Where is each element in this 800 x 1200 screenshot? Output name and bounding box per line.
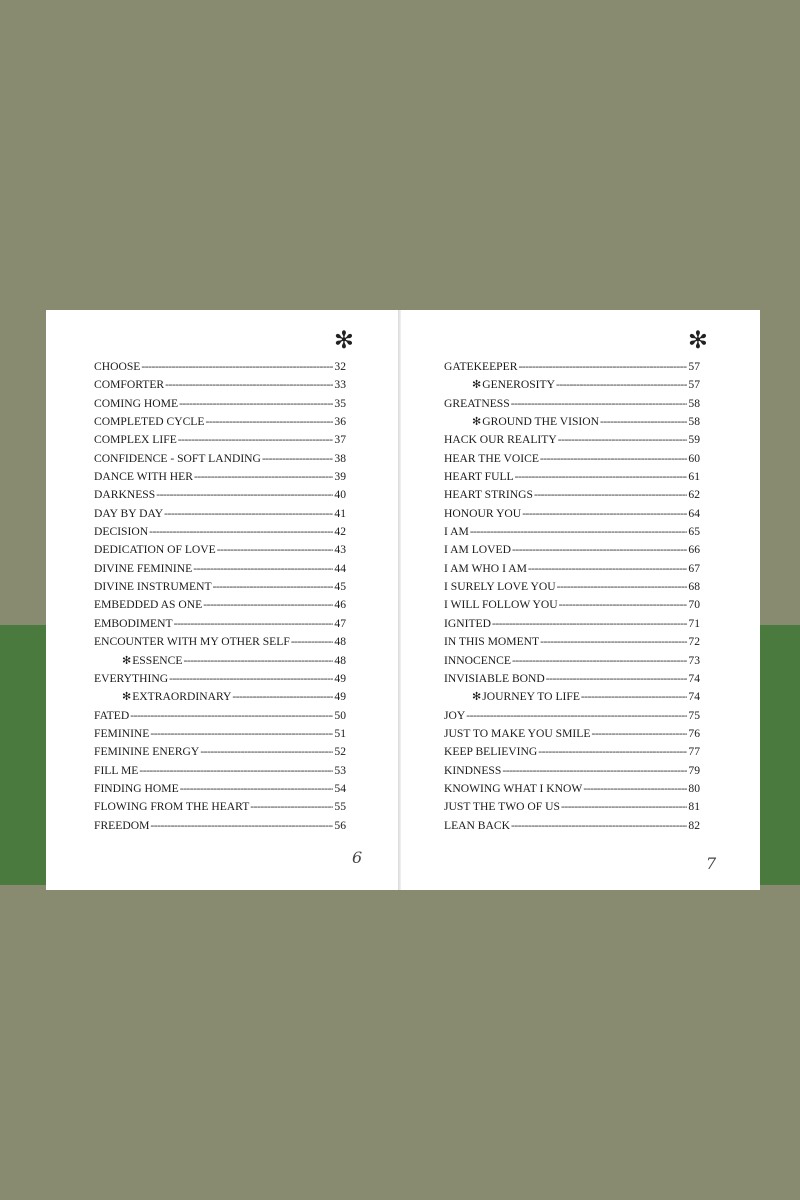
toc-entry: [444, 780, 700, 798]
toc-entry: [444, 468, 700, 486]
asterisk-ornament-icon: ✻: [687, 326, 708, 354]
toc-entry-page-number: 57: [688, 360, 700, 373]
dot-leader: [512, 541, 687, 559]
toc-entry-page-number: 45: [334, 580, 346, 594]
toc-entry: [94, 523, 346, 541]
toc-entry-page-number: 67: [688, 561, 700, 575]
toc-entry-page-number: 54: [334, 781, 346, 795]
asterisk-marker-icon: ✻: [472, 378, 482, 392]
toc-entry-title: HEART FULL: [444, 470, 514, 484]
dot-leader: [156, 486, 333, 504]
toc-entry-page-number: 32: [334, 360, 346, 373]
toc-entry-title: IN THIS MOMENT: [444, 635, 540, 649]
toc-entry: [444, 762, 700, 780]
toc-entry: [94, 395, 346, 413]
toc-entry-page-number: 79: [688, 763, 700, 777]
toc-entry-title: KINDNESS: [444, 763, 502, 777]
toc-entry: [444, 395, 700, 413]
dot-leader: [165, 376, 333, 394]
toc-entry-title: CHOOSE: [94, 360, 141, 373]
toc-entry-page-number: 65: [688, 525, 700, 539]
toc-entry-page-number: 42: [334, 525, 346, 539]
toc-entry-title: GENEROSITY: [482, 378, 555, 392]
toc-entry: [94, 670, 346, 688]
toc-entry-page-number: 59: [688, 433, 700, 447]
toc-entry-title: EMBEDDED AS ONE: [94, 598, 203, 612]
toc-entry-title: HONOUR YOU: [444, 506, 522, 520]
asterisk-marker-icon: ✻: [122, 690, 132, 704]
toc-entry: [444, 431, 700, 449]
asterisk-marker-icon: ✻: [472, 415, 482, 429]
toc-entry: [444, 615, 700, 633]
dot-leader: [262, 450, 333, 468]
dot-leader: [518, 358, 687, 376]
toc-entry-page-number: 37: [334, 433, 346, 447]
toc-entry: [444, 523, 700, 541]
toc-entry-title: I WILL FOLLOW YOU: [444, 598, 558, 612]
toc-entry-page-number: 58: [688, 415, 700, 429]
dot-leader: [492, 615, 687, 633]
dot-leader: [515, 468, 688, 486]
toc-entry-title: COMPLEX LIFE: [94, 433, 177, 447]
toc-entry: [444, 505, 700, 523]
toc-entry: [94, 743, 346, 761]
toc-entry: [444, 578, 700, 596]
toc-entry-page-number: 35: [334, 396, 346, 410]
toc-entry-page-number: 53: [334, 763, 346, 777]
toc-entry-page-number: 71: [688, 616, 700, 630]
dot-leader: [178, 431, 334, 449]
dot-leader: [558, 431, 688, 449]
toc-entry-page-number: 77: [688, 745, 700, 759]
toc-entry: [94, 468, 346, 486]
toc-entry-title: COMPLETED CYCLE: [94, 415, 205, 429]
dot-leader: [203, 596, 333, 614]
toc-entry-title: HEART STRINGS: [444, 488, 533, 502]
toc-entry-title: ESSENCE: [132, 653, 183, 667]
dot-leader: [213, 578, 334, 596]
toc-entry: [444, 376, 700, 394]
dot-leader: [250, 798, 333, 816]
toc-entry: [94, 652, 346, 670]
table-of-contents-left: [94, 358, 346, 835]
toc-entry: [94, 450, 346, 468]
toc-entry-page-number: 74: [688, 671, 700, 685]
dot-leader: [150, 817, 333, 835]
toc-entry-page-number: 73: [688, 653, 700, 667]
dot-leader: [502, 762, 687, 780]
dot-leader: [540, 633, 687, 651]
dot-leader: [561, 798, 687, 816]
toc-entry: [94, 798, 346, 816]
toc-entry-title: DARKNESS: [94, 488, 156, 502]
toc-entry-page-number: 49: [334, 671, 346, 685]
toc-entry: [444, 798, 700, 816]
toc-entry-page-number: 74: [688, 690, 700, 704]
toc-entry-page-number: 72: [688, 635, 700, 649]
toc-entry-page-number: 70: [688, 598, 700, 612]
toc-entry: [94, 376, 346, 394]
toc-entry-page-number: 49: [334, 690, 346, 704]
dot-leader: [559, 596, 688, 614]
toc-entry: [444, 817, 700, 835]
toc-entry-title: HEAR THE VOICE: [444, 451, 539, 465]
asterisk-marker-icon: ✻: [472, 690, 482, 704]
toc-entry-page-number: 48: [334, 635, 346, 649]
dot-leader: [193, 560, 333, 578]
toc-entry-page-number: 51: [334, 726, 346, 740]
dot-leader: [169, 670, 333, 688]
toc-entry-title: INNOCENCE: [444, 653, 511, 667]
page-number: 6: [352, 848, 363, 867]
toc-entry-page-number: 57: [688, 378, 700, 392]
dot-leader: [183, 652, 333, 670]
toc-entry-page-number: 39: [334, 470, 346, 484]
dot-leader: [546, 670, 688, 688]
asterisk-marker-icon: ✻: [122, 653, 132, 667]
dot-leader: [466, 707, 687, 725]
toc-entry-title: FATED: [94, 708, 130, 722]
toc-entry: [94, 560, 346, 578]
toc-entry-page-number: 68: [688, 580, 700, 594]
toc-entry-page-number: 61: [688, 470, 700, 484]
toc-entry-title: I AM LOVED: [444, 543, 511, 557]
toc-entry-page-number: 76: [688, 726, 700, 740]
toc-entry-title: IGNITED: [444, 616, 492, 630]
table-of-contents-right: [444, 358, 700, 835]
dot-leader: [164, 505, 333, 523]
toc-entry-title: GATEKEEPER: [444, 360, 518, 373]
toc-entry-title: COMFORTER: [94, 378, 165, 392]
toc-entry-page-number: 40: [334, 488, 346, 502]
dot-leader: [180, 780, 334, 798]
toc-entry: [444, 413, 700, 431]
toc-entry-title: CONFIDENCE - SOFT LANDING: [94, 451, 261, 465]
toc-entry-page-number: 38: [334, 451, 346, 465]
toc-entry-title: JUST THE TWO OF US: [444, 800, 560, 814]
toc-entry: [444, 633, 700, 651]
dot-leader: [200, 743, 333, 761]
toc-entry-page-number: 43: [334, 543, 346, 557]
toc-entry-page-number: 80: [688, 781, 700, 795]
dot-leader: [139, 762, 333, 780]
left-page: [46, 310, 398, 890]
toc-entry-page-number: 50: [334, 708, 346, 722]
toc-entry: [94, 486, 346, 504]
toc-entry-title: EMBODIMENT: [94, 616, 173, 630]
toc-entry: [94, 596, 346, 614]
toc-entry-title: I AM WHO I AM: [444, 561, 527, 575]
right-page: [401, 310, 760, 890]
toc-entry: [94, 780, 346, 798]
toc-entry: [444, 707, 700, 725]
dot-leader: [291, 633, 334, 651]
toc-entry-title: I SURELY LOVE YOU: [444, 580, 556, 594]
toc-entry-page-number: 52: [334, 745, 346, 759]
toc-entry: [94, 505, 346, 523]
dot-leader: [217, 541, 334, 559]
toc-entry-title: DANCE WITH HER: [94, 470, 193, 484]
toc-entry-title: DIVINE INSTRUMENT: [94, 580, 212, 594]
toc-entry-page-number: 56: [334, 818, 346, 832]
dot-leader: [511, 817, 687, 835]
toc-entry-title: JOURNEY TO LIFE: [482, 690, 580, 704]
toc-entry-title: DIVINE FEMININE: [94, 561, 193, 575]
toc-entry: [94, 541, 346, 559]
toc-entry: [94, 817, 346, 835]
toc-entry-page-number: 82: [688, 818, 700, 832]
dot-leader: [130, 707, 333, 725]
toc-entry-title: DEDICATION OF LOVE: [94, 543, 216, 557]
toc-entry: [444, 670, 700, 688]
toc-entry: [444, 725, 700, 743]
page-number: 7: [706, 854, 717, 873]
toc-entry: [94, 358, 346, 376]
toc-entry: [444, 450, 700, 468]
dot-leader: [205, 413, 333, 431]
toc-entry: [444, 560, 700, 578]
toc-entry-title: EVERYTHING: [94, 671, 169, 685]
toc-entry: [444, 358, 700, 376]
toc-entry-title: FINDING HOME: [94, 781, 179, 795]
toc-entry-page-number: 41: [334, 506, 346, 520]
toc-entry-page-number: 81: [688, 800, 700, 814]
toc-entry-title: ENCOUNTER WITH MY OTHER SELF: [94, 635, 290, 649]
toc-entry-page-number: 58: [688, 396, 700, 410]
dot-leader: [511, 395, 688, 413]
toc-entry-title: DECISION: [94, 525, 149, 539]
toc-entry: [94, 578, 346, 596]
toc-entry-page-number: 66: [688, 543, 700, 557]
toc-entry: [444, 596, 700, 614]
dot-leader: [528, 560, 688, 578]
toc-entry: [444, 652, 700, 670]
toc-entry-page-number: 48: [334, 653, 346, 667]
toc-entry-title: JOY: [444, 708, 466, 722]
toc-entry-page-number: 36: [334, 415, 346, 429]
toc-entry: [94, 762, 346, 780]
dot-leader: [179, 395, 333, 413]
dot-leader: [538, 743, 687, 761]
dot-leader: [141, 358, 333, 376]
dot-leader: [600, 413, 687, 431]
toc-entry-title: FEMININE: [94, 726, 150, 740]
dot-leader: [470, 523, 688, 541]
dot-leader: [194, 468, 333, 486]
dot-leader: [174, 615, 334, 633]
toc-entry-title: HACK OUR REALITY: [444, 433, 557, 447]
asterisk-ornament-icon: ✻: [333, 326, 354, 354]
toc-entry-title: FREEDOM: [94, 818, 150, 832]
toc-entry: [444, 486, 700, 504]
dot-leader: [512, 652, 687, 670]
toc-entry: [94, 615, 346, 633]
toc-entry-page-number: 47: [334, 616, 346, 630]
toc-entry-title: FEMININE ENERGY: [94, 745, 200, 759]
toc-entry-page-number: 62: [688, 488, 700, 502]
toc-entry-title: FLOWING FROM THE HEART: [94, 800, 250, 814]
dot-leader: [583, 780, 687, 798]
toc-entry-title: DAY BY DAY: [94, 506, 164, 520]
toc-entry-title: KNOWING WHAT I KNOW: [444, 781, 583, 795]
toc-entry-title: LEAN BACK: [444, 818, 511, 832]
dot-leader: [581, 688, 687, 706]
toc-entry-title: GREATNESS: [444, 396, 510, 410]
toc-entry-title: COMING HOME: [94, 396, 179, 410]
dot-leader: [540, 450, 688, 468]
toc-entry: [94, 688, 346, 706]
dot-leader: [522, 505, 687, 523]
toc-entry-page-number: 75: [688, 708, 700, 722]
toc-entry-title: KEEP BELIEVING: [444, 745, 538, 759]
toc-entry: [94, 431, 346, 449]
dot-leader: [556, 376, 687, 394]
toc-entry: [444, 743, 700, 761]
toc-entry-page-number: 44: [334, 561, 346, 575]
toc-entry: [94, 707, 346, 725]
toc-entry-page-number: 60: [688, 451, 700, 465]
toc-entry: [94, 633, 346, 651]
toc-entry-title: EXTRAORDINARY: [132, 690, 232, 704]
toc-entry-title: FILL ME: [94, 763, 139, 777]
dot-leader: [534, 486, 687, 504]
dot-leader: [232, 688, 333, 706]
toc-entry-title: JUST TO MAKE YOU SMILE: [444, 726, 591, 740]
toc-entry: [444, 688, 700, 706]
toc-entry-page-number: 33: [334, 378, 346, 392]
toc-entry-page-number: 55: [334, 800, 346, 814]
toc-entry: [444, 541, 700, 559]
toc-entry-page-number: 64: [688, 506, 700, 520]
toc-entry-title: I AM: [444, 525, 469, 539]
dot-leader: [150, 725, 333, 743]
dot-leader: [557, 578, 688, 596]
toc-entry: [94, 725, 346, 743]
toc-entry-title: GROUND THE VISION: [482, 415, 600, 429]
toc-entry: [94, 413, 346, 431]
toc-entry-page-number: 46: [334, 598, 346, 612]
dot-leader: [591, 725, 687, 743]
dot-leader: [149, 523, 333, 541]
toc-entry-title: INVISIABLE BOND: [444, 671, 545, 685]
